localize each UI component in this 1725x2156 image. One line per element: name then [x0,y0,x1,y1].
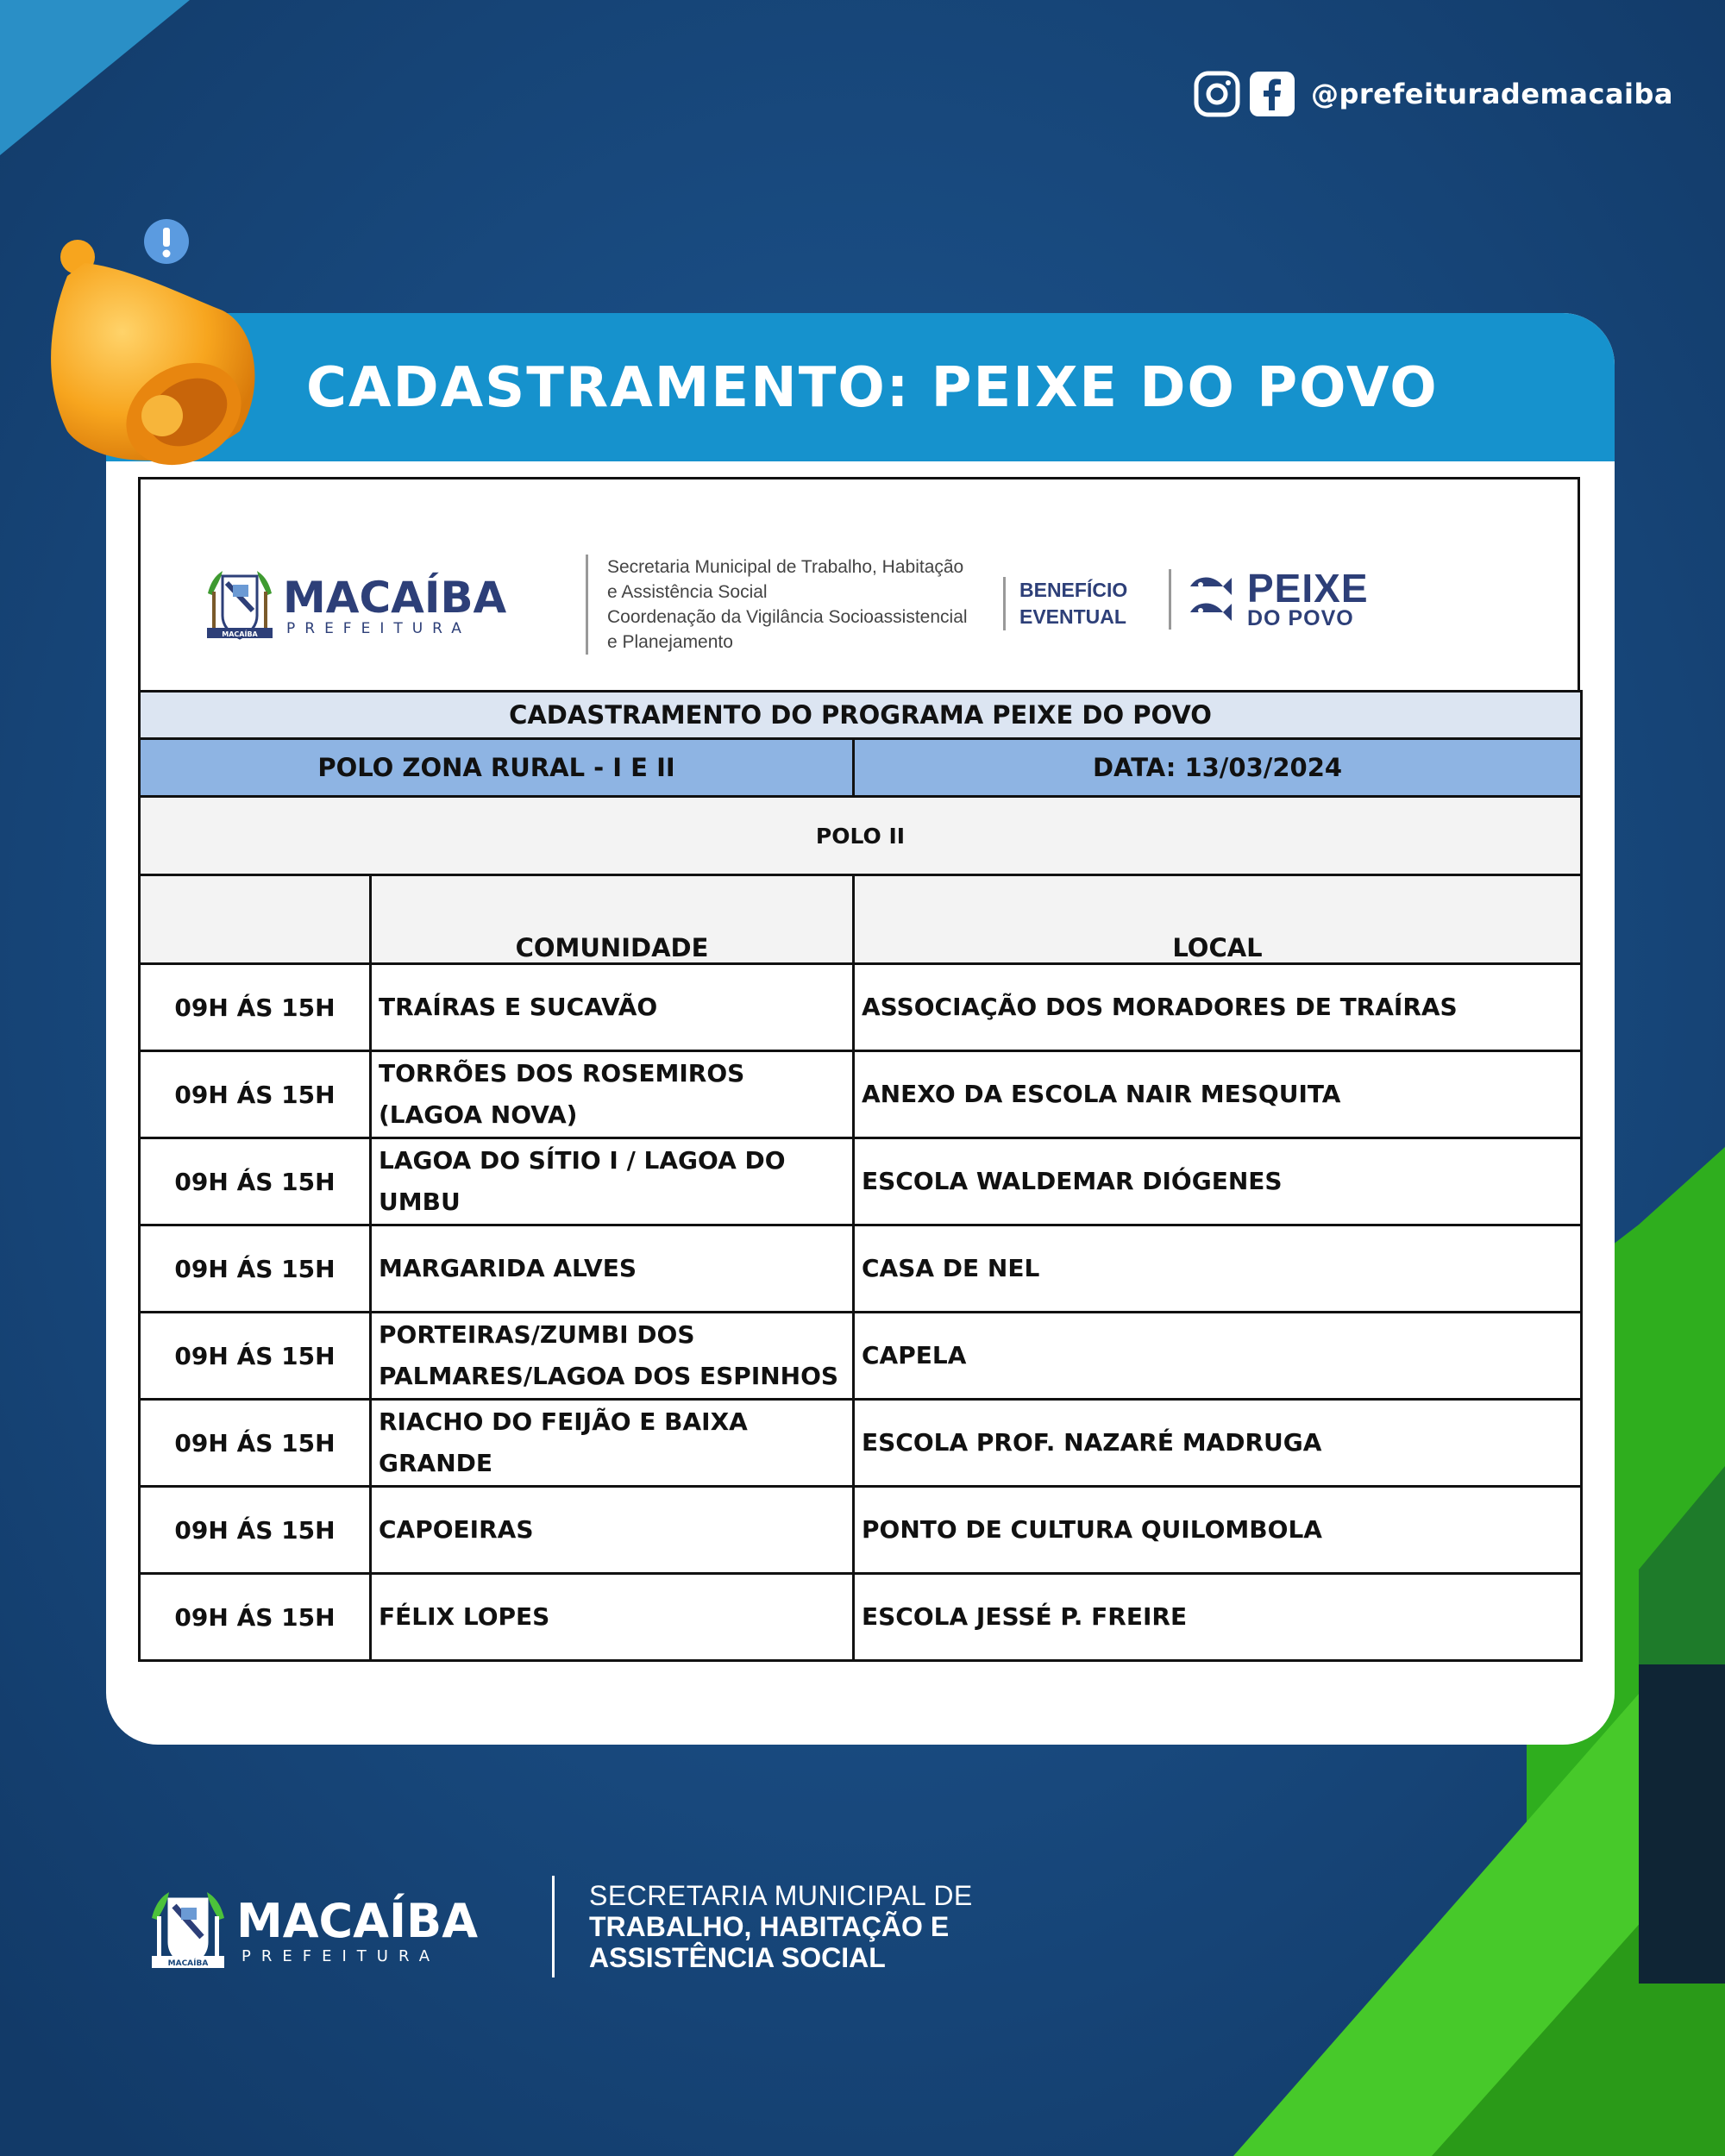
local-cell: ESCOLA WALDEMAR DIÓGENES [854,1138,1582,1225]
secretaria-text: Secretaria Municipal de Trabalho, Habitação e Assistência Social Coordenação da Vigilância Socioassistencial e Planejamento [586,555,968,655]
time-cell: 09H ÁS 15H [140,1313,371,1400]
footer-logo-sub: PREFEITURA [242,1947,441,1965]
time-cell: 09H ÁS 15H [140,1051,371,1138]
footer [148,1876,973,1977]
card-header [106,313,1615,461]
footer-logo-name: MACAÍBA [236,1894,478,1948]
svg-text:MACAÍBA: MACAÍBA [167,1959,209,1968]
polo-label-row [140,797,1582,875]
instagram-icon[interactable] [1194,71,1240,117]
footer-crest-icon [152,1892,224,1968]
time-cell: 09H ÁS 15H [140,1400,371,1487]
community-cell: PORTEIRAS/ZUMBI DOS PALMARES/LAGOA DOS ESPINHOS [371,1313,854,1400]
table-row [140,1574,1582,1661]
table-row [140,1225,1582,1313]
peixe-do-povo-logo: PEIXE DO POVO [1169,569,1369,630]
local-cell: CASA DE NEL [854,1225,1582,1313]
polo-label: POLO II [140,797,1582,875]
local-cell: ESCOLA JESSÉ P. FREIRE [854,1574,1582,1661]
schedule-document [138,477,1580,1745]
footer-macaiba-logo [148,1880,518,1973]
community-cell: RIACHO DO FEIJÃO E BAIXA GRANDE [371,1400,854,1487]
time-cell: 09H ÁS 15H [140,1487,371,1574]
header-time [140,875,371,964]
table-row [140,964,1582,1051]
logo-band [138,477,1580,690]
local-cell: ESCOLA PROF. NAZARÉ MADRUGA [854,1400,1582,1487]
header-local: LOCAL [854,875,1582,964]
polo-zona-label: POLO ZONA RURAL - I E II [140,739,854,797]
social-handle-group [1194,71,1673,117]
social-handle-text[interactable]: @prefeiturademacaiba [1310,78,1673,110]
community-cell: TRAÍRAS E SUCAVÃO [371,964,854,1051]
local-cell: ANEXO DA ESCOLA NAIR MESQUITA [854,1051,1582,1138]
community-cell: CAPOEIRAS [371,1487,854,1574]
community-cell: TORRÕES DOS ROSEMIROS (LAGOA NOVA) [371,1051,854,1138]
footer-divider [552,1876,555,1977]
community-cell: MARGARIDA ALVES [371,1225,854,1313]
table-row [140,1051,1582,1138]
community-cell: LAGOA DO SÍTIO I / LAGOA DO UMBU [371,1138,854,1225]
macaiba-logo-name: MACAÍBA [283,573,507,623]
local-cell: ASSOCIAÇÃO DOS MORADORES DE TRAÍRAS [854,964,1582,1051]
table-header-row [140,875,1582,964]
table-title-row [140,692,1582,739]
time-cell: 09H ÁS 15H [140,1225,371,1313]
facebook-icon[interactable] [1249,71,1295,117]
header-community: COMUNIDADE [371,875,854,964]
table-row [140,1138,1582,1225]
table-row [140,1400,1582,1487]
macaiba-crest-icon [207,571,273,638]
table-title: CADASTRAMENTO DO PROGRAMA PEIXE DO POVO [140,692,1582,739]
table-row [140,1487,1582,1574]
local-cell: CAPELA [854,1313,1582,1400]
time-cell: 09H ÁS 15H [140,1138,371,1225]
macaiba-logo [204,559,540,642]
page-title: CADASTRAMENTO: PEIXE DO POVO [306,356,1439,420]
community-cell: FÉLIX LOPES [371,1574,854,1661]
schedule-table [138,690,1583,1662]
svg-text:MACAÍBA: MACAÍBA [222,630,258,638]
date-label: DATA: 13/03/2024 [854,739,1582,797]
fish-icon [1187,571,1235,628]
footer-secretaria-text: SECRETARIA MUNICIPAL DE TRABALHO, HABITAÇÃO E ASSISTÊNCIA SOCIAL [589,1880,973,1973]
info-card [106,313,1615,1745]
table-row [140,1313,1582,1400]
macaiba-logo-sub: PREFEITURA [286,620,471,637]
beneficio-eventual-label: BENEFÍCIO EVENTUAL [1003,577,1127,630]
polo-zona-row [140,739,1582,797]
bell-icon [33,216,266,474]
time-cell: 09H ÁS 15H [140,964,371,1051]
time-cell: 09H ÁS 15H [140,1574,371,1661]
local-cell: PONTO DE CULTURA QUILOMBOLA [854,1487,1582,1574]
